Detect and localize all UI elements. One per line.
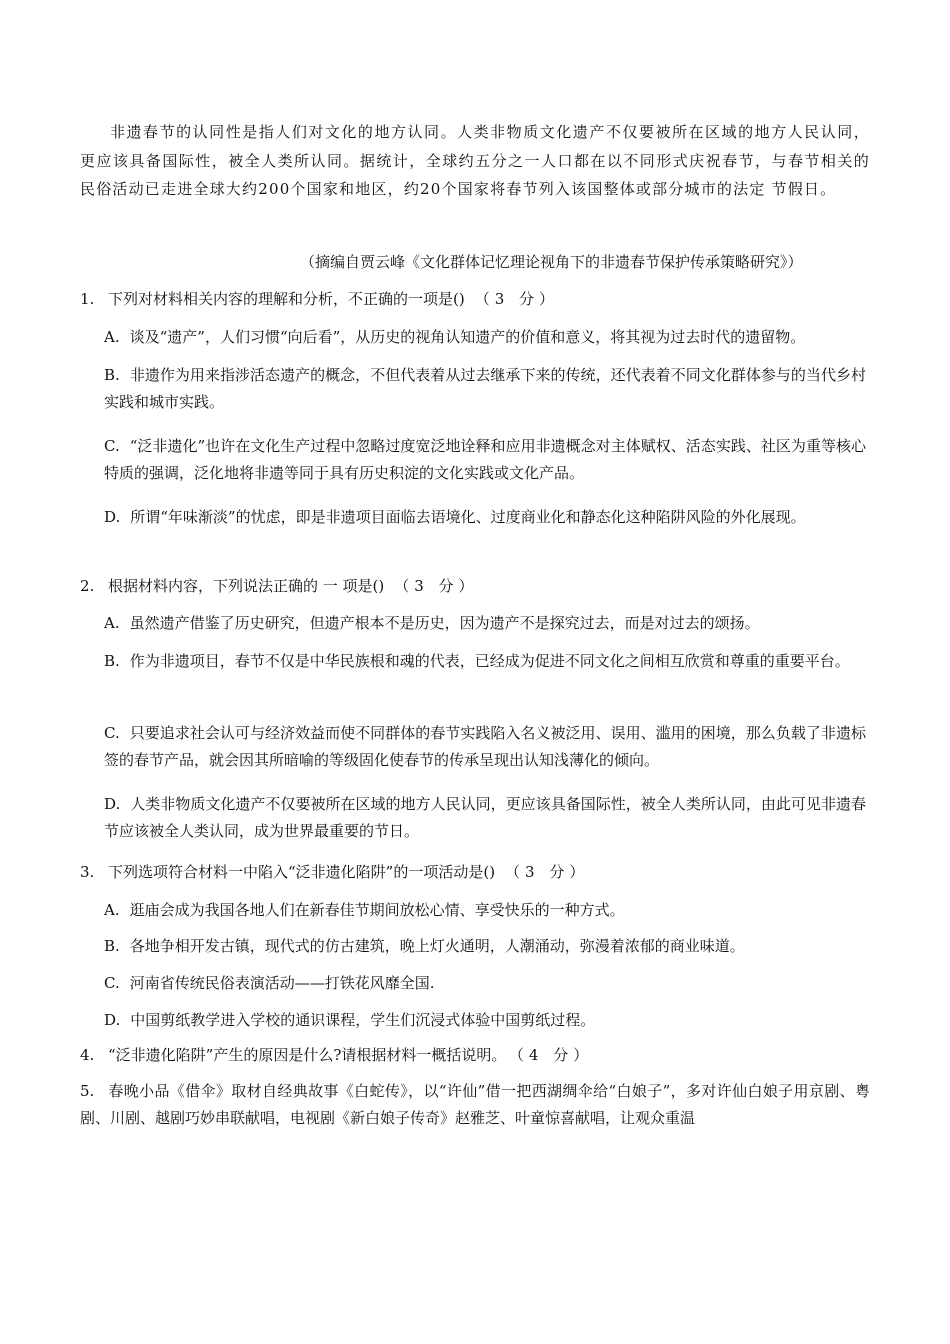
question-number: 3. xyxy=(80,863,95,881)
option-label: A. xyxy=(104,328,120,346)
option-text: 人类非物质文化遗产不仅要被所在区域的地方人民认同，更应该具备国际性，被全人类所认同，由此可见非遗春节应该被全人类认同，成为世界最重要的节日。 xyxy=(104,795,866,840)
option-text: 所谓“年味渐淡”的忧虑，即是非遗项目面临去语境化、过度商业化和静态化这种陷阱风险的外化展现。 xyxy=(130,508,806,526)
option-label: B. xyxy=(104,366,120,384)
option-label: D. xyxy=(104,1011,121,1029)
question-number: 2. xyxy=(80,577,95,595)
q3-option-d xyxy=(104,1007,866,1034)
option-label: C. xyxy=(104,437,120,455)
option-text: 谈及“遗产”，人们习惯“向后看”，从历史的视角认知遗产的价值和意义，将其视为过去时代的遗留物。 xyxy=(129,328,806,346)
option-text: 各地争相开发古镇，现代式的仿古建筑，晚上灯火通明，人潮涌动，弥漫着浓郁的商业味道。 xyxy=(129,937,745,955)
question-4-stem xyxy=(80,1043,880,1067)
question-number: 1. xyxy=(80,290,95,308)
question-text: 根据材料内容，下列说法正确的 一 项是() xyxy=(108,577,385,595)
question-number: 5. xyxy=(80,1082,95,1100)
q1-option-b xyxy=(104,362,866,416)
option-text: 河南省传统民俗表演活动——打铁花风靡全国. xyxy=(129,974,435,992)
option-label: A. xyxy=(104,614,120,632)
question-text: 下列选项符合材料一中陷入“泛非遗化陷阱”的一项活动是() xyxy=(108,863,496,881)
question-text: 下列对材料相关内容的理解和分析，不正确的一项是() xyxy=(108,290,465,308)
q1-option-a xyxy=(104,324,866,351)
question-text: 春晚小品《借伞》取材自经典故事《白蛇传》，以“许仙”借一把西湖绸伞给“白娘子”，多对许仙白娘子用京剧、粤剧、川剧、越剧巧妙串联献唱，电视剧《新白娘子传奇》赵雅芝、叶童惊喜献唱，让观众重温 xyxy=(80,1082,870,1127)
option-label: D. xyxy=(104,795,121,813)
question-points: （3 分） xyxy=(474,290,560,308)
q2-option-d xyxy=(104,791,866,845)
option-label: C. xyxy=(104,724,120,742)
question-1-stem xyxy=(80,287,880,311)
option-text: 虽然遗产借鉴了历史研究，但遗产根本不是历史，因为遗产不是探究过去，而是对过去的颂扬。 xyxy=(129,614,760,632)
question-2-stem xyxy=(80,574,880,598)
option-label: B. xyxy=(104,652,120,670)
option-text: 作为非遗项目，春节不仅是中华民族根和魂的代表，已经成为促进不同文化之间相互欣赏和尊重的重要平台。 xyxy=(129,652,850,670)
option-text: 非遗作为用来指涉活态遗产的概念，不但代表着从过去继承下来的传统，还代表着不同文化群体参与的当代乡村实践和城市实践。 xyxy=(104,366,866,411)
intro-paragraph: 非遗春节的认同性是指人们对文化的地方认同。人类非物质文化遗产不仅要被所在区域的地方人民认同，更应该具备国际性，被全人类所认同。据统计，全球约五分之一人口都在以不同形式庆祝春节，与春节相关的民俗活动已走进全球大约200个国家和地区，约20个国家将春节列入该国整体或部分城市的法定 节假日。 xyxy=(80,123,870,198)
source-citation: （摘编自贾云峰《文化群体记忆理论视角下的非遗春节保护传承策略研究》） xyxy=(300,253,803,271)
option-label: C. xyxy=(104,974,120,992)
q1-option-d xyxy=(104,504,866,531)
option-label: B. xyxy=(104,937,120,955)
q1-option-c xyxy=(104,433,866,487)
q2-option-a xyxy=(104,610,866,637)
q3-option-c xyxy=(104,970,866,997)
option-text: “泛非遗化”也许在文化生产过程中忽略过度宽泛地诠释和应用非遗概念对主体赋权、活态实践、社区为重等核心特质的强调，泛化地将非遗等同于具有历史积淀的文化实践或文化产品。 xyxy=(104,437,866,482)
option-label: D. xyxy=(104,508,121,526)
q3-option-b xyxy=(104,933,866,960)
q3-option-a xyxy=(104,897,866,924)
q2-option-c xyxy=(104,720,866,774)
option-text: 中国剪纸教学进入学校的通识课程，学生们沉浸式体验中国剪纸过程。 xyxy=(130,1011,596,1029)
option-label: A. xyxy=(104,901,120,919)
question-number: 4. xyxy=(80,1046,95,1064)
question-points: （3 分） xyxy=(394,577,479,595)
question-points: （4 分） xyxy=(516,1046,594,1064)
option-text: 逛庙会成为我国各地人们在新春佳节期间放松心情、享受快乐的一种方式。 xyxy=(129,901,625,919)
option-text: 只要追求社会认可与经济效益而使不同群体的春节实践陷入名义被泛用、误用、滥用的困境，那么负载了非遗标签的春节产品，就会因其所暗喻的等级固化使春节的传承呈现出认知浅薄化的倾向。 xyxy=(104,724,866,769)
question-5-text xyxy=(80,1078,870,1132)
q2-option-b xyxy=(104,648,866,675)
question-text: “泛非遗化陷阱”产生的原因是什么?请根据材料一概括说明。 xyxy=(108,1046,507,1064)
question-3-stem xyxy=(80,860,880,884)
question-points: （3 分） xyxy=(505,863,590,881)
